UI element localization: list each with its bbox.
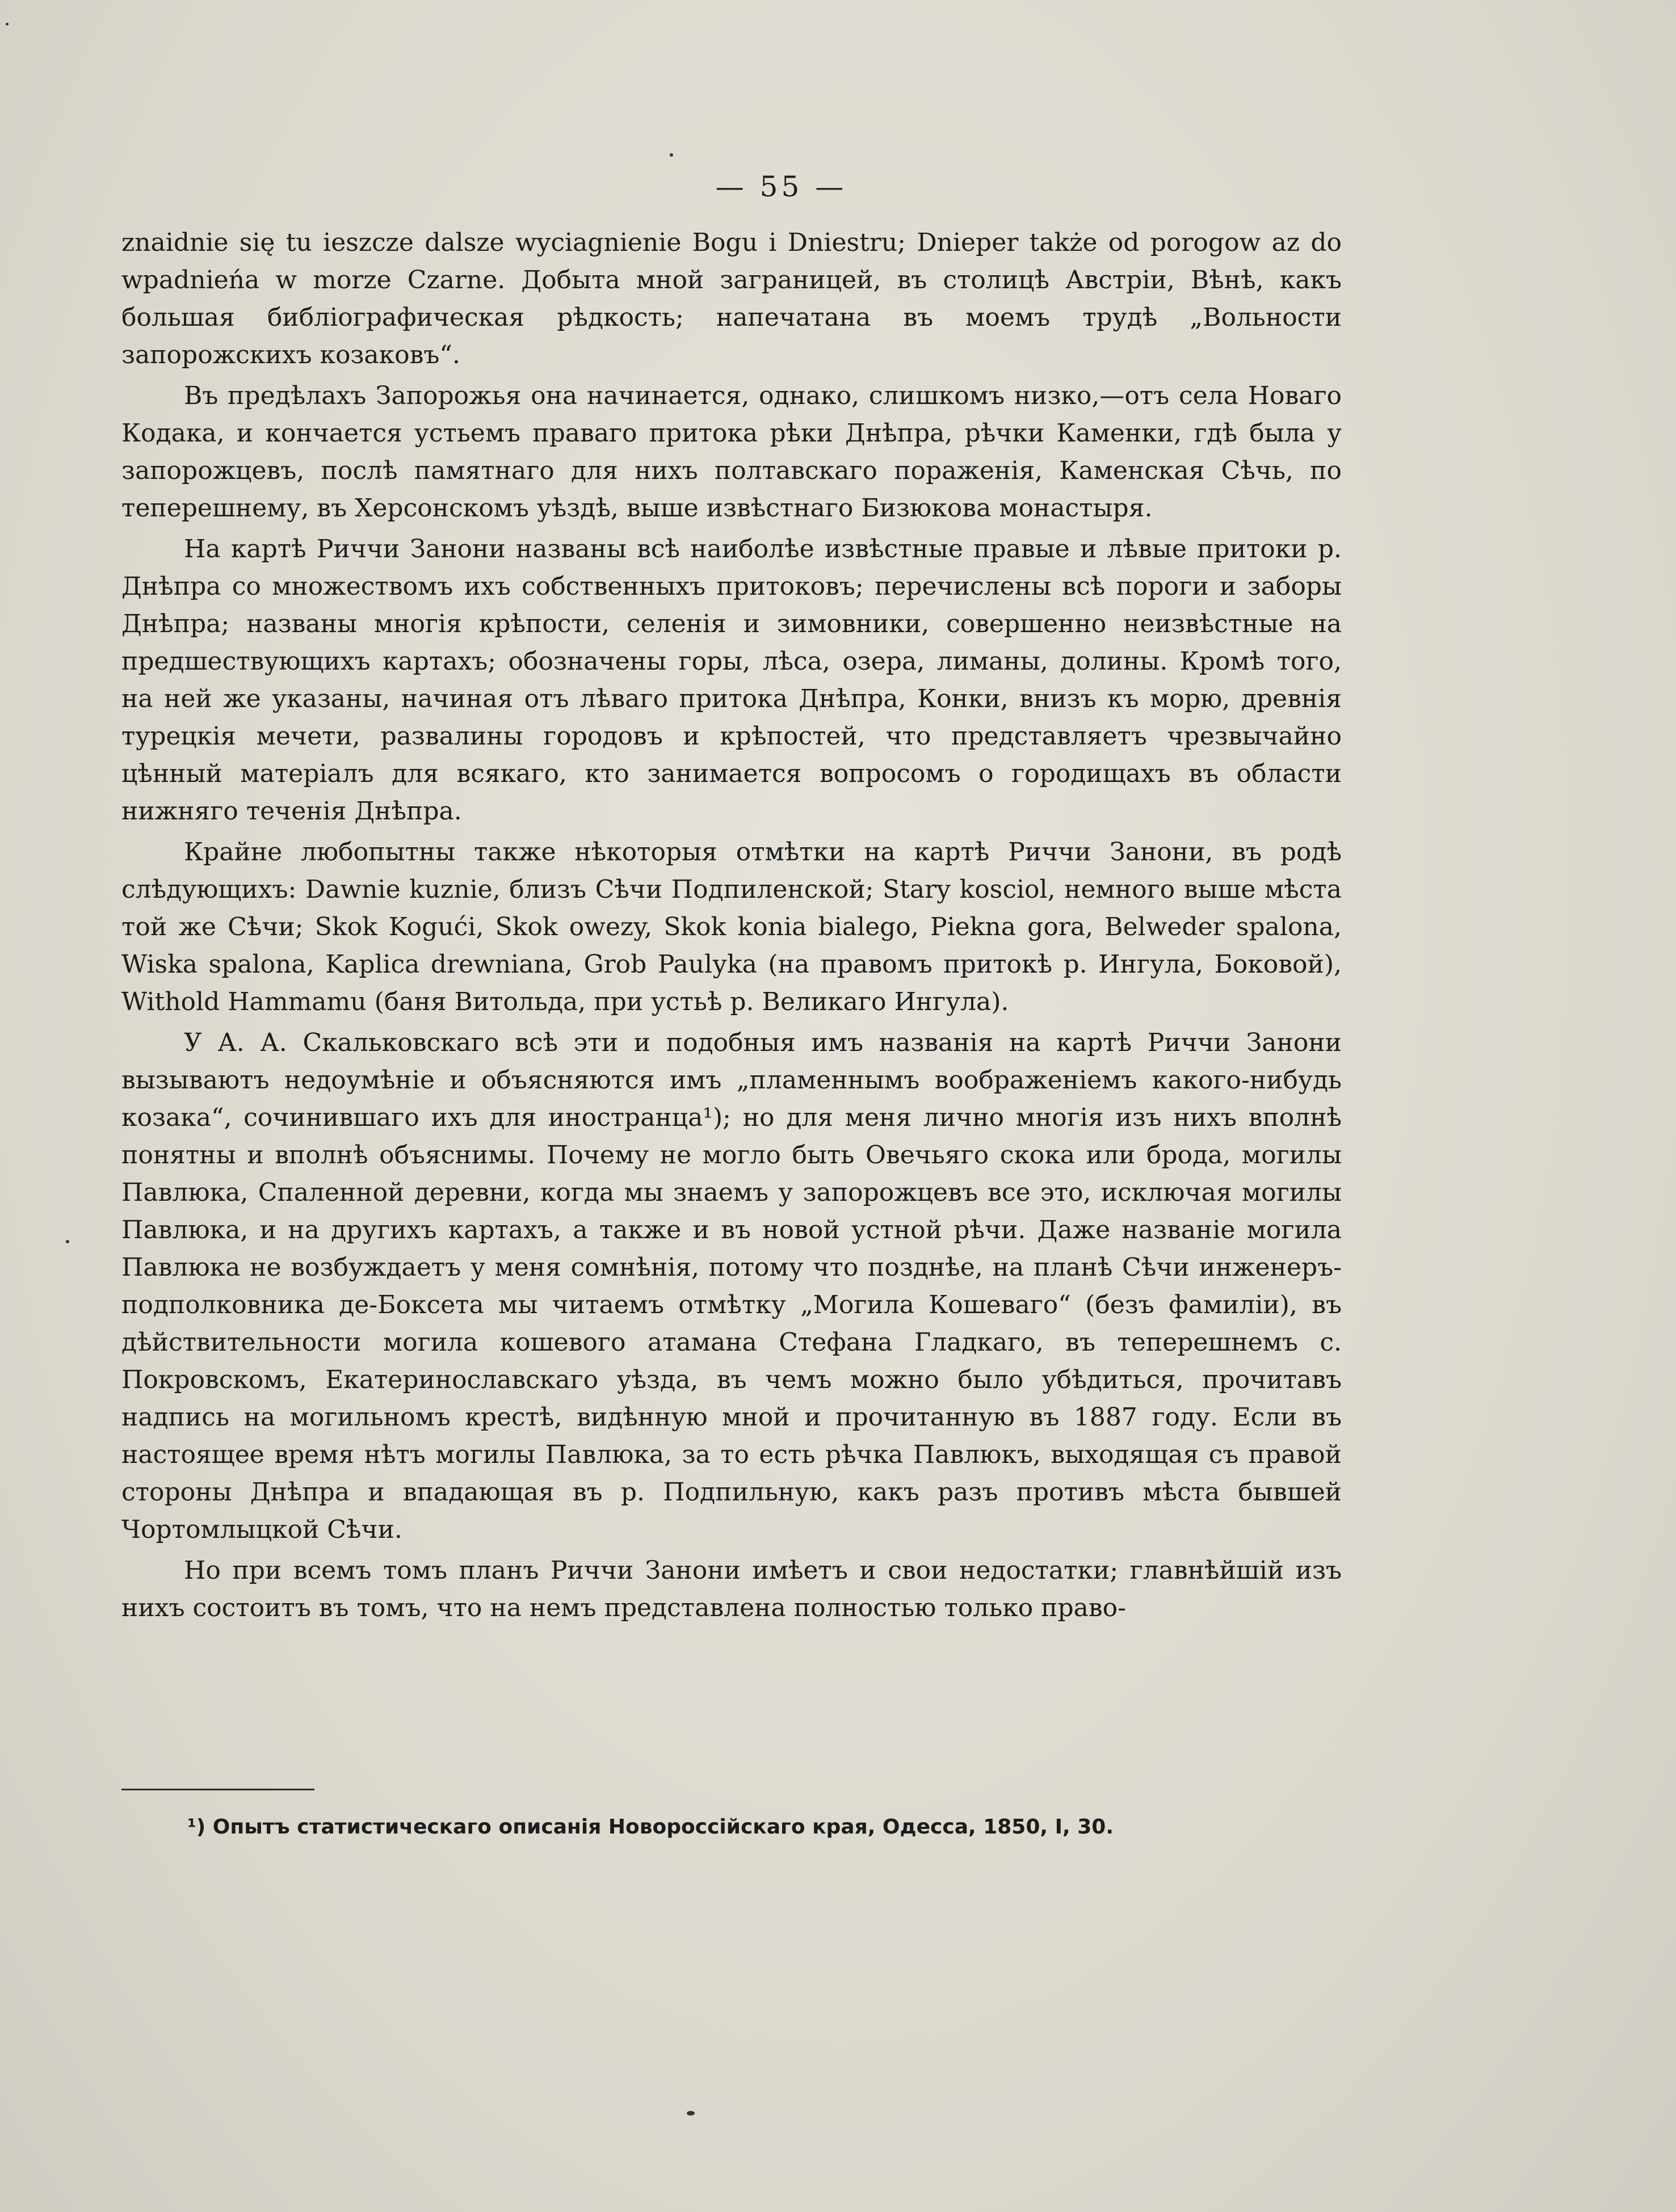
paragraph-2: Въ предѣлахъ Запорожья она начинается, однако, слишкомъ низко,—отъ села Новаго Кодака, и кончается устьемъ праваго притока рѣки Днѣпра, рѣчки Каменки, гдѣ была у запорожцевъ, послѣ памятнаго для нихъ полтавскаго пораженія, Каменская Сѣчь, по теперешнему, въ Херсонскомъ уѣздѣ, выше извѣстнаго Бизюкова монастыря. [121, 381, 1342, 523]
footnote-divider [121, 1789, 314, 1790]
paper-speck [670, 153, 673, 157]
paper-speck [66, 1240, 69, 1243]
paper-speck [687, 2111, 695, 2116]
paragraph-1: znaidnie się tu ieszcze dalsze wyciagnienie Bogu i Dniestru; Dnieper także od porogow az do wpadnieńa w morze Czarne. Добыта мной заграницей, въ столицѣ Австріи, Вѣнѣ, какъ большая библіографическая рѣдкость; напечатана въ моемъ трудѣ „Вольности запорожскихъ козаковъ“. [121, 228, 1342, 369]
footnote: ¹) Опытъ статистическаго описанія Новороссійскаго края, Одесса, 1850, I, 30. [187, 1815, 1114, 1839]
paragraph-3: На картѣ Риччи Занони названы всѣ наиболѣе извѣстные правые и лѣвые притоки р. Днѣпра со множествомъ ихъ собственныхъ притоковъ; перечислены всѣ пороги и заборы Днѣпра; названы многія крѣпости, селенія и зимовники, совершенно неизвѣстные на предшествующихъ картахъ; обозначены горы, лѣса, озера, лиманы, долины. Кромѣ того, на ней же указаны, начиная отъ лѣваго притока Днѣпра, Конки, внизъ къ морю, древнія турецкія мечети, развалины городовъ и крѣпостей, что представляетъ чрезвычайно цѣнный матеріалъ для всякаго, кто занимается вопросомъ о городищахъ въ области нижняго теченія Днѣпра. [121, 535, 1342, 826]
paper-speck [6, 23, 9, 26]
paragraph-4: Крайне любопытны также нѣкоторыя отмѣтки на картѣ Риччи Занони, въ родѣ слѣдующихъ: Dawnie kuznie, близъ Сѣчи Подпиленской; Stary kosciol, немного выше мѣста той же Сѣчи; Skok Kogući, Skok owezy, Skok konia bialego, Piekna gora, Belweder spalona, Wiska spalona, Kaplica drewniana, Grob Paulуka (на правомъ притокѣ р. Ингула, Боковой), Withold Hammamu (баня Витольда, при устьѣ р. Великаго Ингула). [121, 838, 1342, 1016]
body-text [121, 224, 1342, 1630]
page-number: — 55 — [715, 170, 847, 203]
paragraph-6: Но при всемъ томъ планъ Риччи Занони имѣетъ и свои недостатки; главнѣйшій изъ нихъ состоитъ въ томъ, что на немъ представлена полностью только право- [121, 1556, 1342, 1622]
paragraph-5: У А. А. Скальковскаго всѣ эти и подобныя имъ названія на картѣ Риччи Занони вызываютъ недоумѣніе и объясняются имъ „пламеннымъ воображеніемъ какого-нибудь козака“, сочинившаго ихъ для иностранца¹); но для меня лично многія изъ нихъ вполнѣ понятны и вполнѣ объяснимы. Почему не могло быть Овечьяго скока или брода, могилы Павлюка, Спаленной деревни, когда мы знаемъ у запорожцевъ все это, исключая могилы Павлюка, и на другихъ картахъ, а также и въ новой устной рѣчи. Даже названіе могила Павлюка не возбуждаетъ у меня сомнѣнія, потому что позднѣе, на планѣ Сѣчи инженеръ-подполковника де-Боксета мы читаемъ отмѣтку „Могила Кошеваго“ (безъ фамиліи), въ дѣйствительности могила кошевого атамана Стефана Гладкаго, въ теперешнемъ с. Покровскомъ, Екатеринославскаго уѣзда, въ чемъ можно было убѣдиться, прочитавъ надпись на могильномъ крестѣ, видѣнную мной и прочитанную въ 1887 году. Если въ настоящее время нѣтъ могилы Павлюка, за то есть рѣчка Павлюкъ, выходящая съ правой стороны Днѣпра и впадающая въ р. Подпильную, какъ разъ противъ мѣста бывшей Чортомлыцкой Сѣчи. [121, 1028, 1342, 1544]
